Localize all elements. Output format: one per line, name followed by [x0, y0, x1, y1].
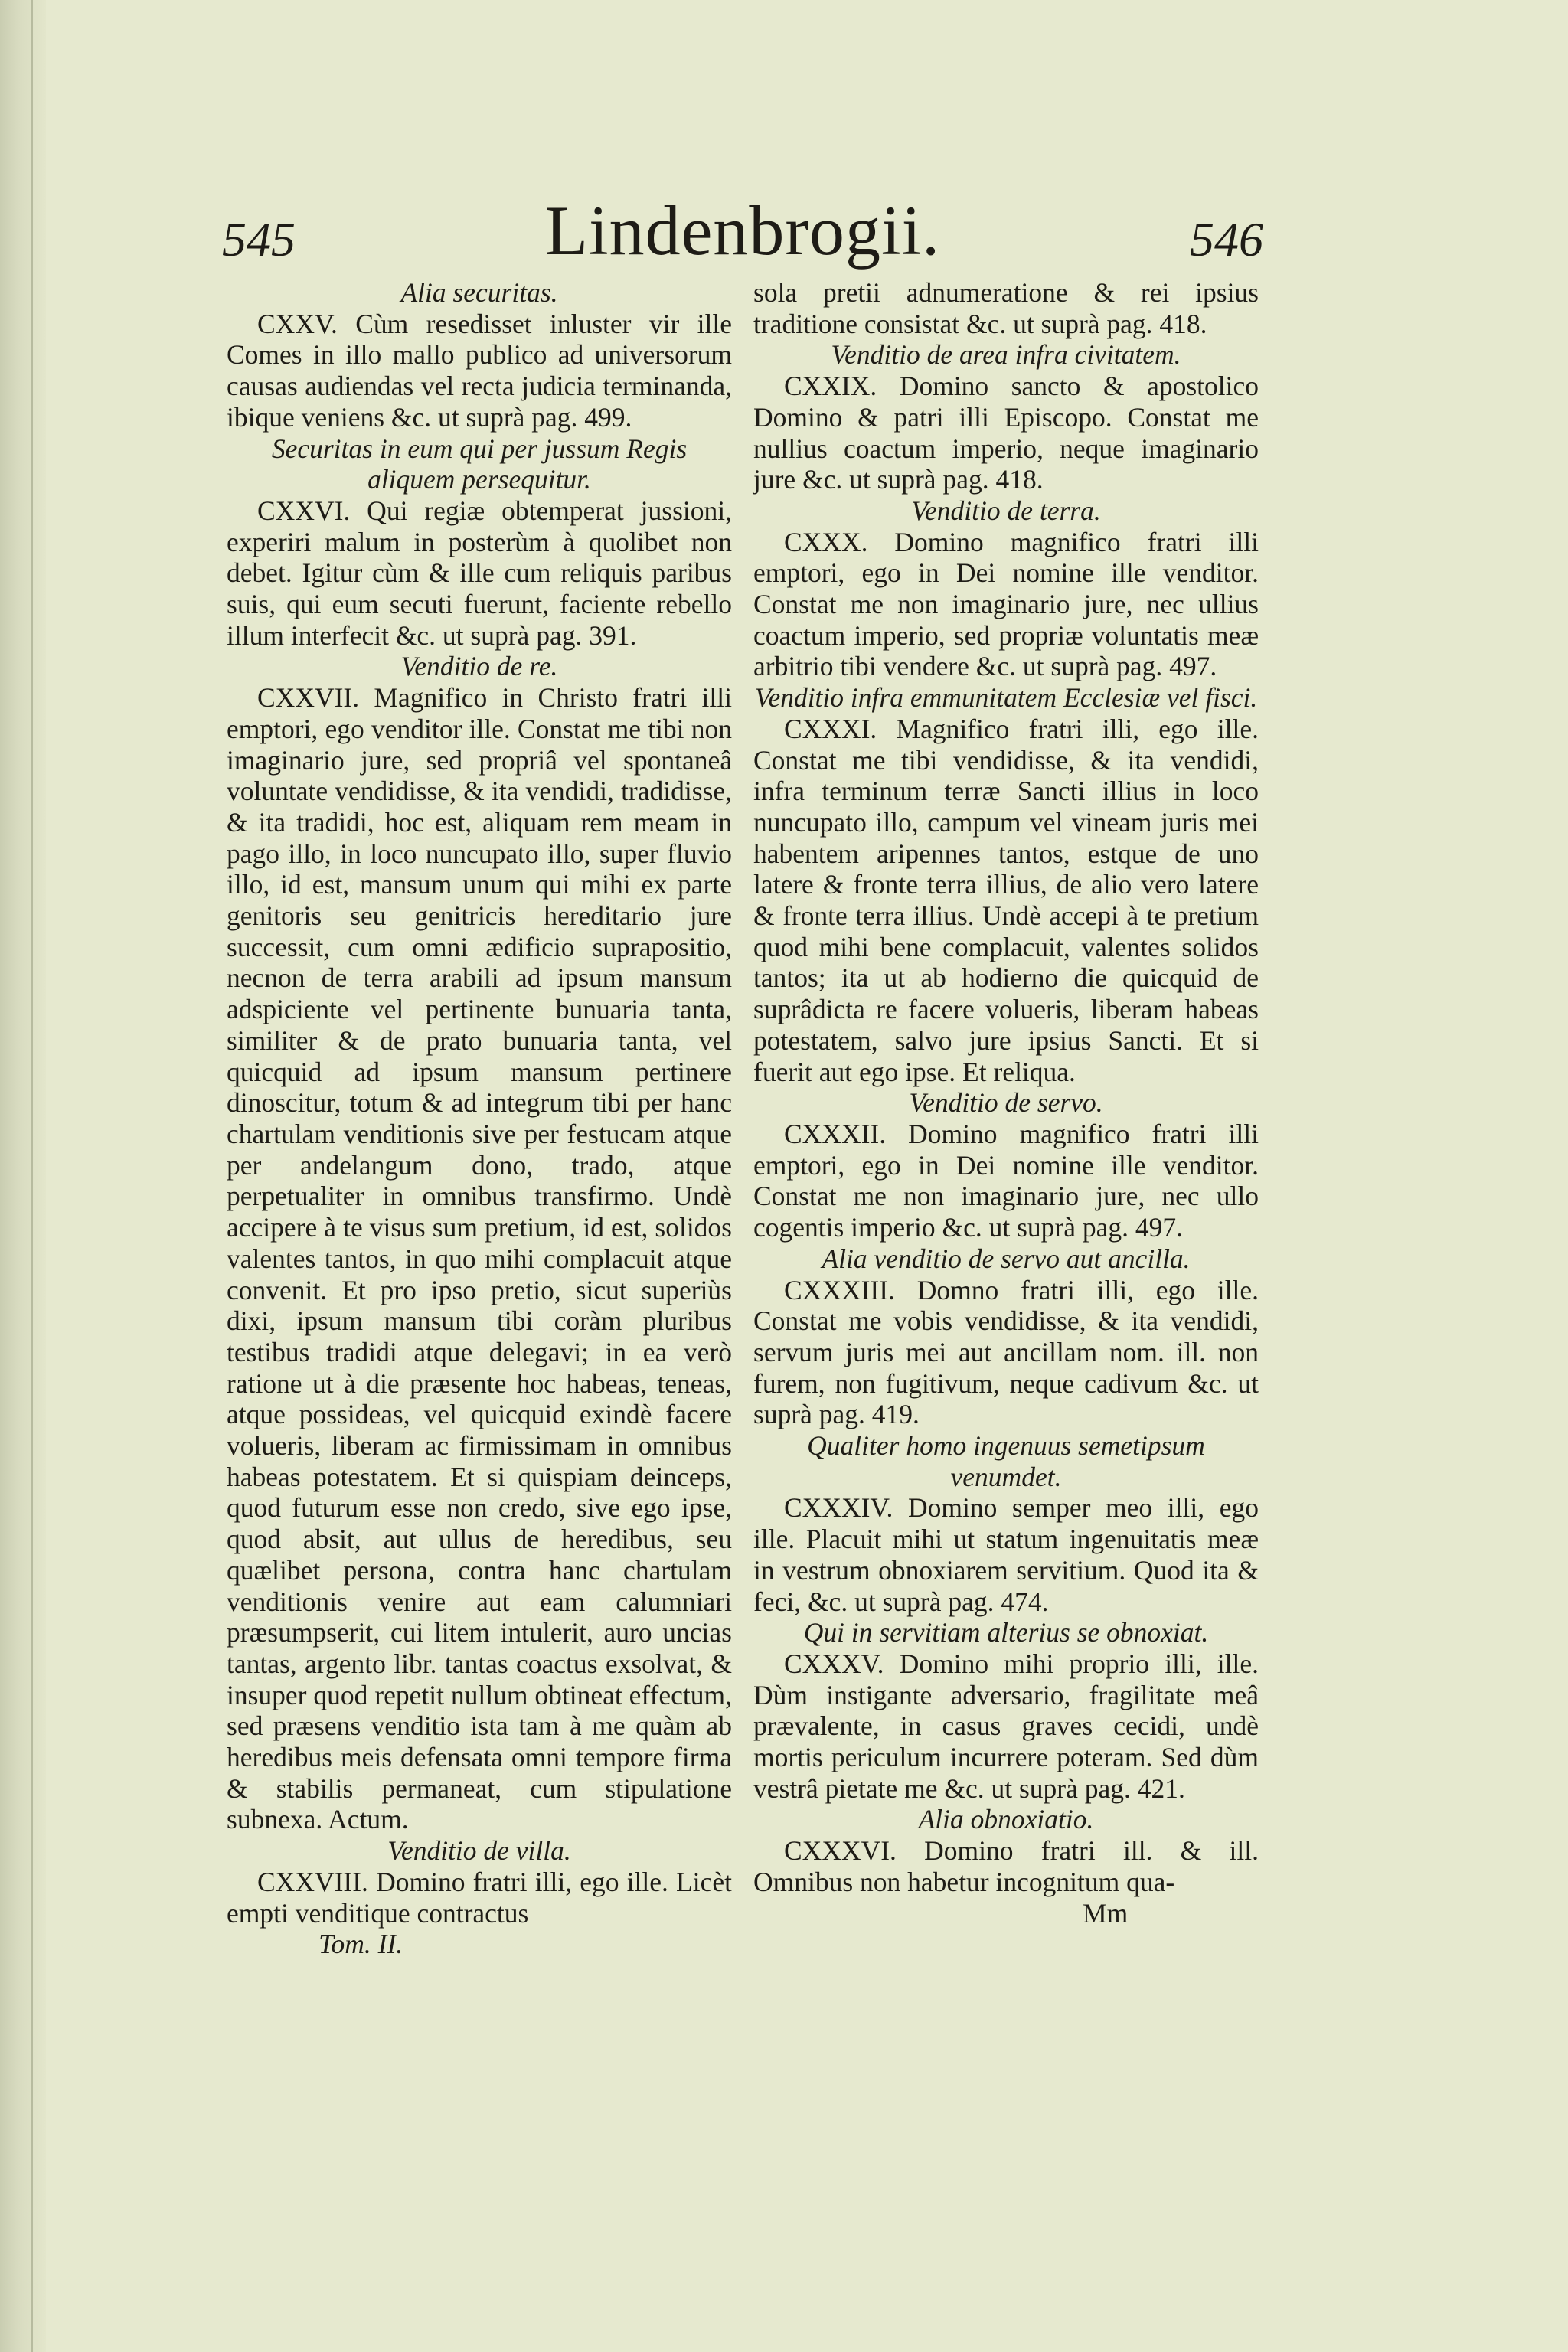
paragraph: CXXV. Cùm resedisset inluster vir ille Comes in illo mallo publico ad universorum causas audiendas vel recta judicia terminanda, ibique veniens &c. ut suprà pag. 499.: [227, 308, 732, 433]
gutter-edge: [31, 0, 33, 2352]
paragraph: CXXXV. Domino mihi proprio illi, ille. Dùm instigante adversario, fragilitate meâ prævalente, in casus graves cecidi, undè mortis periculum incurrere poteram. Sed dùm vestrâ pietate me &c. ut suprà pag. 421.: [753, 1648, 1259, 1804]
page-header: [222, 190, 1263, 282]
left-column: [227, 277, 732, 1960]
paragraph: CXXVI. Qui regiæ obtemperat jussioni, experiri malum in posterùm à quolibet non debet. Igitur cùm & ille cum reliquis paribus suis, qui eum secuti fuerunt, faciente rebello illum interfecit &c. ut suprà pag. 391.: [227, 495, 732, 651]
signature-mark: Tom. II.: [318, 1929, 403, 1960]
page-number-right: 546: [1190, 212, 1263, 266]
section-heading: Qualiter homo ingenuus semetipsum venumdet.: [807, 1430, 1205, 1492]
paragraph: CXXX. Domino magnifico fratri illi emptori, ego in Dei nomine ille venditor. Constat me non imaginario jure, nec ullius coactum imperio, sed propriæ voluntatis meæ arbitrio tibi vendere &c. ut suprà pag. 497.: [753, 526, 1259, 682]
running-title: Lindenbrogii.: [544, 191, 941, 270]
section-heading: Securitas in eum qui per jussum Regis aliquem persequitur.: [271, 433, 688, 495]
paragraph: CXXXII. Domino magnifico fratri illi emptori, ego in Dei nomine ille venditor. Constat me non imaginario jure, nec ullo cogentis imperio &c. ut suprà pag. 497.: [753, 1118, 1259, 1243]
section-heading: Venditio de terra.: [911, 495, 1101, 526]
section-heading: Venditio de area infra civitatem.: [831, 339, 1181, 371]
paragraph-continued: sola pretii adnumeratione & rei ipsius traditione consistat &c. ut suprà pag. 418.: [753, 277, 1259, 339]
signature-mark: Mm: [1083, 1897, 1129, 1929]
section-heading: Venditio de villa.: [387, 1835, 571, 1867]
book-gutter: [0, 0, 46, 2352]
section-heading: Alia securitas.: [400, 277, 558, 308]
paragraph: CXXXI. Magnifico fratri illi, ego ille. Constat me tibi vendidisse, & ita vendidi, infra terminum terræ Sancti illius in loco nuncupato illo, campum vel vineam juris mei habentem aripennes tantos, estque de uno latere & fronte terra illius, de alio vero latere & fronte terra illius. Undè accepi à te pretium quod mihi bene complacuit, valentes solidos tantos; ita ut ab hodierno die quicquid de suprâdicta re facere volueris, liberam habeas potestatem, salvo jure ipsius Sancti. Et si fuerit aut ego ipse. Et reliqua.: [753, 713, 1259, 1087]
paragraph: CXXXIII. Domno fratri illi, ego ille. Constat me vobis vendidisse, & ita vendidi, servum juris mei aut ancillam nom. ill. non furem, non fugitivum, neque cadivum &c. ut suprà pag. 419.: [753, 1274, 1259, 1430]
section-heading: Venditio de servo.: [909, 1087, 1103, 1119]
right-column: [753, 277, 1259, 1929]
section-heading: Qui in servitiam alterius se obnoxiat.: [803, 1617, 1209, 1648]
paragraph: CXXXIV. Domino semper meo illi, ego ille. Placuit mihi ut statum ingenuitatis meæ in vestrum obnoxiarem servitium. Quod ita & feci, &c. ut suprà pag. 474.: [753, 1492, 1259, 1617]
page-number-left: 545: [222, 212, 296, 266]
paragraph: CXXVIII. Domino fratri illi, ego ille. Licèt empti venditique contractus: [227, 1866, 732, 1929]
paragraph: CXXXVI. Domino fratri ill. & ill. Omnibus non habetur incognitum qua-: [753, 1835, 1259, 1897]
paragraph: CXXVII. Magnifico in Christo fratri illi emptori, ego venditor ille. Constat me tibi non imaginario jure, sed propriâ vel spontaneâ voluntate vendidisse, & ita vendidi, tradidisse, & ita tradidi, hoc est, aliquam rem meam in pago illo, in loco nuncupato illo, super fluvio illo, id est, mansum unum qui mihi ex parte genitoris seu genitricis hereditario jure successit, cum omni ædificio suprapositio, necnon de terra arabili ad ipsum mansum adspiciente vel pertinente bunuaria tanta, similiter & de prato bunuaria tanta, vel quicquid ad ipsum mansum pertinere dinoscitur, totum & ad integrum tibi per hanc chartulam venditionis sive per festucam atque per andelangum dono, trado, atque perpetualiter in omnibus transfirmo. Undè accipere à te visus sum pretium, id est, solidos valentes tantos, in quo mihi complacuit atque convenit. Et pro ipso pretio, sicut superiùs dixi, ipsum mansum tibi coràm pluribus testibus tradidi atque delegavi; in ea verò ratione ut à die præsente hoc habeas, teneas, atque possideas, vel quicquid exindè facere volueris, liberam ac firmissimam in omnibus habeas potestatem. Et si quispiam deinceps, quod futurum esse non credo, sive ego ipse, quod absit, aut ullus de heredibus, seu quælibet persona, contra hanc chartulam venditionis venire aut eam calumniari præsumpserit, cui litem intulerit, auro uncias tantas, argento libr. tantas coactus exsolvat, & insuper quod repetit nullum obtineat effectum, sed præsens venditio ista tam à me quàm ab heredibus meis defensata omni tempore firma & stabilis permaneat, cum stipulatione subnexa. Actum.: [227, 682, 732, 1835]
paragraph: CXXIX. Domino sancto & apostolico Domino & patri illi Episcopo. Constat me nullius coactum imperio, neque imaginario jure &c. ut suprà pag. 418.: [753, 371, 1259, 495]
section-heading: Alia venditio de servo aut ancilla.: [822, 1243, 1191, 1274]
section-heading: Alia obnoxiatio.: [918, 1804, 1094, 1835]
section-heading: Venditio de re.: [400, 651, 558, 682]
section-heading: Venditio infra emmunitatem Ecclesiæ vel fisci.: [754, 682, 1258, 714]
